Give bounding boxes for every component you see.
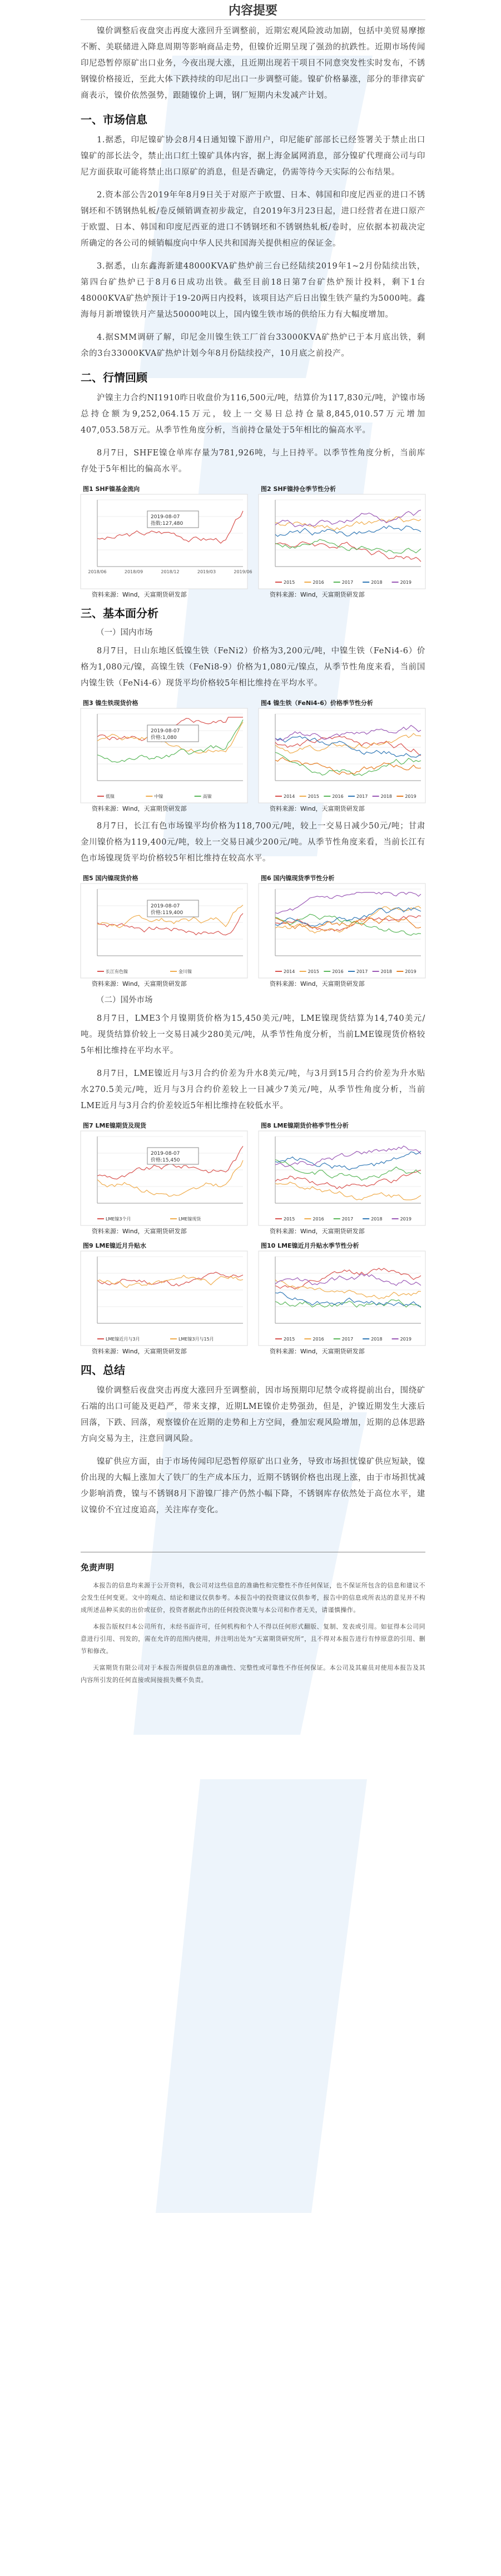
legend-label: 2018	[380, 794, 393, 799]
domestic-paragraph: 8月7日，长江有色市场镍平均价格为118,700元/吨，较上一交易日减少50元/吨；甘肃金川镍价格为119,400元/吨，较上一交易日减少200元/吨。从季节性角度来看，当前长江有色市场镍现货平均价格较5年相比维持在较高水平。	[81, 822, 425, 863]
callout-text: 2019-08-07	[151, 1151, 180, 1157]
review-paragraph: 8月7日，SHFE镍仓单库存量为781,926吨，与上日持平。以季节性角度分析，当前库存处于5年相比的偏高水平。	[81, 449, 425, 474]
chart-source: 资料来源：Wind，天富期货研发部	[270, 805, 365, 812]
chart-row	[81, 1121, 425, 1235]
chart-plot	[81, 494, 252, 589]
legend-label: 2018	[371, 1337, 383, 1342]
x-tick-label: 2019/06	[234, 569, 252, 574]
legend-label: LME镍3个月	[106, 1217, 131, 1222]
legend-label: 2016	[332, 969, 344, 974]
chart-source: 资料来源：Wind，天富期货研发部	[92, 805, 187, 812]
legend-label: 2018	[371, 1217, 383, 1222]
chart-source: 资料来源：Wind，天富期货研发部	[92, 1228, 187, 1235]
legend-label: 2019	[400, 580, 411, 585]
review-paragraph: 沪镍主力合约NI1910昨日收盘价为116,500元/吨，结算价为117,830元/吨，沪镍市场总持仓额为9,252,064.15万元，较上一交易日总持仓量8,845,010.57万元增加407,053.58万元。从季节性角度分析，当前持仓量处于5年相比的偏高水平。	[81, 394, 425, 435]
chart-figure	[81, 1241, 247, 1356]
chart-source: 资料来源：Wind，天富期货研发部	[270, 1228, 365, 1235]
market-info-paragraph: 1.据悉，印尼镍矿协会8月4日通知镍下游用户，印尼能矿部部长已经签署关于禁止出口镍矿的部长法令，禁止出口红土镍矿具体内容，据上海金属网消息，部分镍矿代理商公司与印尼方面获取可能将禁止出口原矿的消息，但是否确定，仍需等待今天实际的公布结果。	[81, 136, 425, 177]
legend-label: 2016	[312, 580, 324, 585]
report-content	[81, 0, 425, 1691]
disclaimer-paragraph: 天富期货有限公司对于本报告所提供信息的准确性、完整性或可靠性不作任何保证。本公司及其雇员对使用本报告及其内容所引发的任何直接或间接损失概不负责。	[81, 1664, 425, 1684]
callout-text: 价格:1,080	[151, 735, 177, 741]
chart-title: 图5 国内镍现货价格	[83, 875, 138, 882]
market-info-paragraph: 4.据SMM调研了解，印尼金川镍生铁工厂首台33000KVA矿热炉已于本月底出铁，剩余的3台33000KVA矿热炉计划今年8月份陆续投产，10月底之前投产。	[81, 333, 425, 358]
chart-plot	[81, 884, 247, 978]
x-tick-label: 2019/03	[197, 569, 216, 574]
legend-label: 2018	[380, 969, 393, 974]
chart-source: 资料来源：Wind，天富期货研发部	[270, 980, 365, 987]
chart-row	[81, 1241, 425, 1356]
legend-label: 2014	[284, 969, 295, 974]
chart-plot	[259, 1131, 425, 1225]
legend-label: 2017	[341, 1337, 354, 1342]
callout-text: 价格:119,400	[151, 910, 183, 916]
chart-plot	[259, 1251, 425, 1346]
legend-label: 2015	[307, 969, 320, 974]
chart-plot	[259, 494, 425, 589]
disclaimer-paragraph: 本报告的信息均来源于公开资料，我公司对这些信息的准确性和完整性不作任何保证，也不保证所包含的信息和建议不会发生任何变更。文中的观点、结论和建议仅供参考。本报告中的投资建议仅供参考，报告中的信息或所表达的意见并不构成所述品种买卖的出价或征价，投资者据此作出的任何投资决策与本公司和作者无关，请谨慎操作。	[81, 1582, 425, 1614]
page-title: 内容提要	[81, 1, 425, 20]
callout-text: 2019-08-07	[151, 728, 180, 734]
legend-label: 2016	[332, 794, 344, 799]
chart-row	[81, 698, 425, 813]
legend-label: 2019	[405, 794, 416, 799]
summary-paragraph: 镍价调整后夜盘突击再度大涨回升至调整前，近期宏观风险波动加剧，包括中美贸易摩擦不断、美联储进入降息周期等影响商品走势，但镍价近期呈现了强劲的抗跌性。近期市场传闻印尼恐暂停原矿出口业务，今夜出现大涨，且近期出现若干项目不同意突发性实时发布，不锈钢镍价格接近，至此大体下跌持续的印尼出口一步调整可能。镍矿价格暴涨，部分的菲律宾矿商表示，镍价依然强势，跟随镍价上调，钢厂短期内未发减产计划。	[81, 27, 425, 100]
legend-label: 2015	[284, 580, 295, 585]
chart-title: 图4 镍生铁（FeNi4-6）价格季节性分析	[261, 699, 373, 707]
chart-figure	[81, 1121, 247, 1235]
chart-row	[81, 873, 425, 988]
chart-row	[81, 484, 425, 599]
section-heading-review: 二、行情回顾	[81, 371, 147, 384]
legend-label: 中镍	[154, 794, 163, 799]
chart-source: 资料来源：Wind，天富期货研发部	[92, 1348, 187, 1355]
section-heading-fundamentals: 三、基本面分析	[81, 607, 158, 620]
chart-plot	[81, 1251, 247, 1346]
callout-text: 价格:15,450	[151, 1158, 180, 1163]
legend-label: 2016	[312, 1217, 324, 1222]
domestic-paragraph: 8月7日，日山东地区低镍生铁（FeNi2）价格为3,200元/吨，中镍生铁（FeNi4-6）价格为1,080元/镍，高镍生铁（FeNi8-9）价格为1,080元/镍点，从季节性角度来看，当前国内镍生铁（FeNi4-6）现货平均价格较5年相比维持在平均水平。	[81, 647, 425, 688]
chart-source: 资料来源：Wind，天富期货研发部	[270, 591, 365, 598]
chart-figure	[259, 873, 425, 988]
subsection-heading-domestic: （一）国内市场	[96, 628, 153, 637]
disclaimer-title: 免责声明	[81, 1562, 115, 1572]
chart-plot	[81, 708, 247, 803]
chart-callout	[147, 1148, 199, 1164]
chart-source: 资料来源：Wind，天富期货研发部	[92, 591, 187, 598]
legend-label: 2014	[284, 794, 295, 799]
legend-label: LME镍3月与15月	[178, 1337, 214, 1342]
chart-title: 图7 LME镍期货及现货	[83, 1122, 146, 1129]
legend-label: 2018	[371, 580, 383, 585]
chart-source: 资料来源：Wind，天富期货研发部	[270, 1348, 365, 1355]
chart-callout	[147, 511, 199, 528]
overseas-paragraph: 8月7日，LME镍近月与3月合约价差为升水8美元/吨，与3月到15月合约价差为升水贴水270.5美元/吨，近月与3月合约价差较上一日减少7美元/吨，从季节性角度分析，当前LME近月与3月合约价差较近5年相比维持在较低水平。	[81, 1069, 425, 1110]
chart-figure	[259, 484, 425, 599]
chart-title: 图2 SHF镍持仓季节性分析	[261, 485, 336, 493]
callout-text: 2019-08-07	[151, 514, 180, 520]
conclusion-paragraph: 镍矿供应方面，由于市场传闻印尼恐暂停原矿出口业务，导致市场担忧镍矿供应短缺，镍价出现的大幅上涨加大了铁厂的生产成本压力，近期不锈钢价格也出现上涨，由于市场担忧减少影响消费，镍与不锈钢8月下游镍厂排产仍然小幅下降，不锈钢库存依然处于高位水平，建议镍价不宜过度追高，关注库存变化。	[81, 1457, 425, 1515]
overseas-paragraph: 8月7日，LME3个月镍期货价格为15,450美元/吨，LME镍现货结算为14,740美元/吨。现货结算价较上一交易日减少280美元/吨，从季节性角度分析，当前LME镍现货价格较5年相比维持在平均水平。	[81, 1014, 425, 1055]
legend-label: 2019	[405, 969, 416, 974]
section-heading-conclusion: 四、总结	[81, 1363, 125, 1377]
legend-label: 2016	[312, 1337, 324, 1342]
legend-label: 2015	[307, 794, 320, 799]
chart-figure	[81, 873, 247, 988]
chart-figure	[81, 484, 252, 599]
legend-label: 2019	[400, 1217, 411, 1222]
section-heading-market-info: 一、市场信息	[81, 113, 147, 126]
legend-label: LME镍现货	[178, 1217, 201, 1222]
x-tick-label: 2018/12	[161, 569, 180, 574]
chart-figure	[259, 1241, 425, 1356]
legend-label: 金川镍	[178, 969, 192, 974]
chart-plot	[81, 1131, 247, 1225]
legend-label: LME镍近月与3月	[106, 1337, 140, 1342]
chart-callout	[147, 725, 199, 742]
legend-label: 长江有色镍	[106, 969, 128, 974]
market-info-paragraph: 2.资本部公告2019年年8月9日关于对原产于欧盟、日本、韩国和印度尼西亚的进口不锈钢坯和不锈钢热轧板/卷反倾销调查初步裁定，自2019年3月23日起，进口经营者在进口原产于欧盟、日本、韩国和印度尼西亚的进口不锈钢坯和不锈钢热轧板/卷时，应依据本初裁决定所确定的各公司的倾销幅度向中华人民共和国海关提供相应的保证金。	[81, 191, 425, 248]
callout-text: 2019-08-07	[151, 904, 180, 909]
legend-label: 2017	[341, 580, 354, 585]
market-info-paragraph: 3.据悉，山东鑫海新建48000KVA矿热炉前三台已经陆续2019年1~2月份陆续出铁，第四台矿热炉已于8月6日成功出铁。截至目前18日第7台矿热炉预计投料，剩下1台48000KVA矿热炉预计于19-20两日内投料，该项目达产后日出镍生铁产量约为5000吨。鑫海每月新增镍铁月产量达50000吨以上，国内镍生铁市场的供给压力有大幅度增加。	[81, 262, 425, 319]
conclusion-paragraph: 镍价调整后夜盘突击再度大涨回升至调整前，因市场预期印尼禁令或将提前出台，围绕矿石端的出口可能及更趋严，带来支撑，近期LME镍价走势强劲，但是，沪镍近期发生大涨后回落，下跌、回落，观察镍价在近期的走势和上方空间，叠加宏观风险增加，近期的总体思路方向交易为主，注意回调风险。	[81, 1386, 425, 1443]
x-tick-label: 2018/09	[124, 569, 143, 574]
chart-figure	[259, 698, 425, 813]
legend-label: 2015	[284, 1337, 295, 1342]
x-tick-label: 2018/06	[88, 569, 107, 574]
legend-label: 2017	[356, 794, 368, 799]
chart-figure	[81, 698, 247, 813]
subsection-heading-overseas: （二）国外市场	[96, 996, 153, 1005]
disclaimer-paragraph: 本报告版权归本公司所有，未经书面许可，任何机构和个人不得以任何形式翻版、复制、发表或引用。如征得本公司同意进行引用、刊发的，需在允许的范围内使用，并注明出处为“天富期货研究所”，且不得对本报告进行有悖原意的引用、删节和修改。	[81, 1623, 425, 1655]
chart-plot	[259, 708, 425, 803]
chart-source: 资料来源：Wind，天富期货研发部	[92, 980, 187, 987]
legend-label: 2017	[356, 969, 368, 974]
legend-label: 2015	[284, 1217, 295, 1222]
chart-title: 图8 LME镍期货价格季节性分析	[261, 1122, 349, 1129]
legend-label: 2017	[341, 1217, 354, 1222]
chart-title: 图6 国内镍现货季节性分析	[261, 875, 335, 882]
chart-title: 图1 SHF镍基金流向	[83, 485, 140, 493]
chart-title: 图3 镍生铁现货价格	[83, 699, 138, 707]
chart-plot	[259, 884, 425, 978]
chart-callout	[147, 900, 199, 917]
chart-figure	[259, 1121, 425, 1235]
legend-label: 低镍	[106, 794, 115, 799]
chart-title: 图10 LME镍近月升贴水季节性分析	[261, 1242, 359, 1249]
callout-text: 指数:127,480	[151, 521, 183, 527]
legend-label: 高镍	[202, 794, 212, 799]
legend-label: 2019	[400, 1337, 411, 1342]
disclaimer	[81, 1552, 425, 1686]
chart-title: 图9 LME镍近月升贴水	[83, 1242, 146, 1249]
